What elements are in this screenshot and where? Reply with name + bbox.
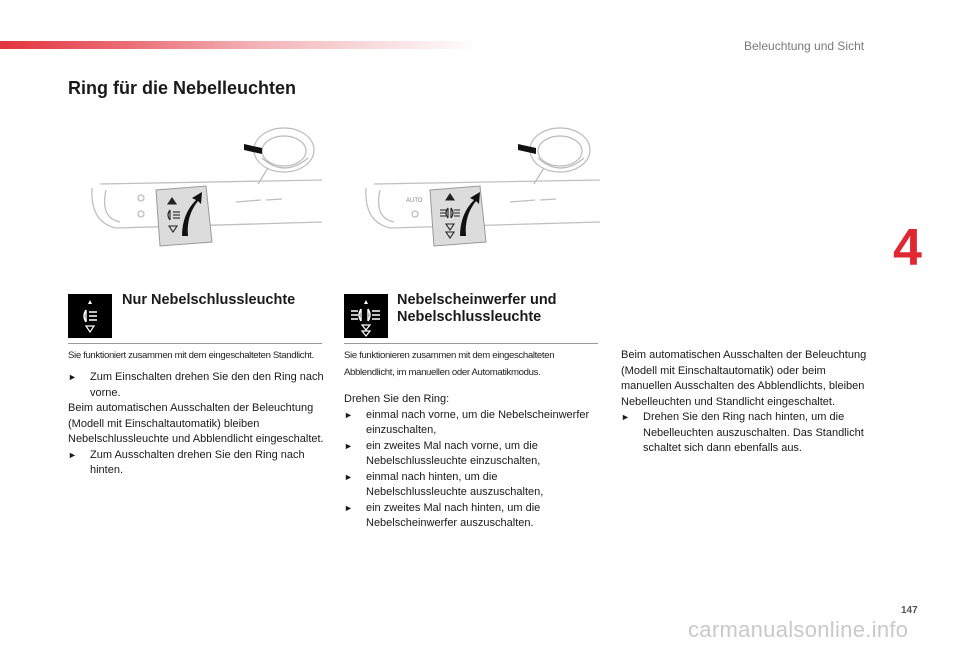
list-item: ► einmal nach hinten, um die Nebelschlussleuchte auszuschalten, — [344, 470, 600, 501]
front-and-rear-fog-lamp-icon — [344, 294, 388, 338]
rear-fog-instructions — [68, 370, 324, 479]
bullet-arrow-icon: ► — [68, 372, 77, 382]
stalk-illustration-front-rear-fog — [360, 118, 600, 258]
header-accent-bar — [0, 41, 480, 49]
fog-ring — [156, 186, 212, 246]
paragraph: Beim automatischen Ausschalten der Beleuchtung (Modell mit Einschaltautomatik) oder beim manuellen Ausschalten des Abblendlichts, bleiben Nebelleuchten und Standlicht eingeschaltet. — [621, 349, 867, 408]
list-item: ► ein zweites Mal nach vorne, um die Nebelschlussleuchte einzuschalten, — [344, 439, 600, 470]
steering-wheel-sketch — [254, 128, 314, 184]
list-item: ► einmal nach vorne, um die Nebelscheinwerfer einzuschalten, — [344, 408, 600, 439]
bullet-arrow-icon: ► — [344, 502, 353, 513]
bullet-arrow-icon: ► — [68, 449, 77, 460]
stalk-illustration-rear-fog — [86, 118, 322, 258]
divider — [68, 343, 322, 344]
bullet-arrow-icon: ► — [621, 412, 630, 422]
chapter-number: 4 — [893, 219, 922, 277]
watermark: carmanualsonline.info — [688, 617, 909, 642]
list-item: ► ein zweites Mal nach hinten, um die Nebelscheinwerfer auszuschalten. — [344, 501, 600, 532]
auto-label: AUTO — [406, 198, 423, 204]
section-heading-rear-fog: Nur Nebelschlussleuchte — [122, 292, 296, 308]
stalk-lever-tip — [244, 144, 262, 154]
divider — [344, 343, 598, 344]
steering-wheel-sketch — [530, 128, 590, 184]
running-head: Beleuchtung und Sicht — [744, 39, 865, 53]
rear-fog-lamp-icon — [68, 294, 112, 338]
stalk-lever-tip — [518, 144, 536, 154]
list-item: ► Zum Ausschalten drehen Sie den Ring nach hinten. — [68, 448, 324, 479]
paragraph: Beim automatischen Ausschalten der Beleuchtung (Modell mit Einschaltautomatik) bleiben Nebelschlussleuchte und Abblendlicht eingeschaltet. — [68, 402, 324, 445]
list-item: ► Drehen Sie den Ring nach hinten, um die Nebelleuchten auszuschalten. Das Standlicht schaltet sich dann ebenfalls aus. — [621, 410, 877, 457]
auto-switch-off-instructions — [621, 348, 877, 457]
bullet-arrow-icon: ► — [344, 471, 353, 482]
bullet-arrow-icon: ► — [344, 440, 353, 451]
note-rear-fog: Sie funktioniert zusammen mit dem eingeschalteten Standlicht. — [68, 350, 314, 361]
note-front-rear-fog: Sie funktionieren zusammen mit dem eingeschalteten Abblendlicht, im manuellen oder Automatikmodus. — [344, 350, 555, 378]
bullet-arrow-icon: ► — [344, 409, 353, 420]
list-item: ► Zum Einschalten drehen Sie den den Ring nach vorne. — [68, 370, 324, 401]
page-number: 147 — [901, 605, 918, 616]
front-rear-fog-instructions — [344, 392, 600, 532]
section-heading-front-rear-fog: Nebelscheinwerfer und Nebelschlussleuchte — [397, 292, 557, 325]
page-title: Ring für die Nebelleuchten — [68, 78, 297, 98]
paragraph: Drehen Sie den Ring: — [344, 393, 450, 405]
